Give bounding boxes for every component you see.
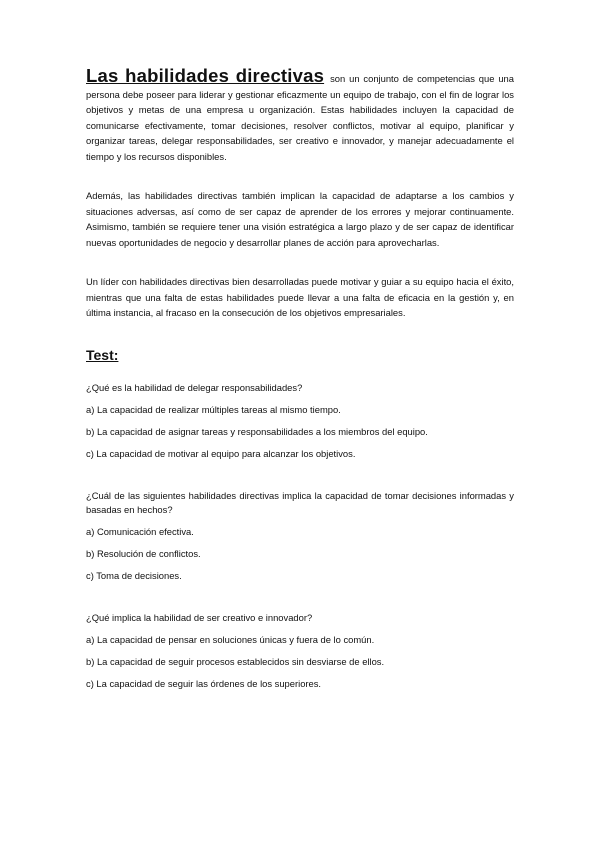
paragraph-3: Un líder con habilidades directivas bien desarrolladas puede motivar y guiar a su equipo hacia el éxito, mientras que una falta de estas habilidades puede llevar a una falta de eficacia en la gestión y, en última instancia, al fracaso en la consecución de los objetivos empresariales.	[86, 276, 514, 318]
question-text: ¿Qué implica la habilidad de ser creativo e innovador?	[86, 611, 313, 623]
intro-text: son un conjunto de competencias que una persona debe poseer para liderar y gestionar eficazmente un equipo de trabajo, con el fin de lograr los objetivos y metas de una empresa u organización. Estas habilidades incluyen la capacidad de comunicarse efectivamente, tomar decisiones, resolver conflictos, motivar al equipo, planificar y organizar tareas, delegar responsabilidades, ser creativo e innovador, y manejar adecuadamente el tiempo y los recursos disponibles.	[86, 73, 514, 162]
answer-option: a) Comunicación efectiva.	[86, 525, 194, 537]
question-text: ¿Qué es la habilidad de delegar responsabilidades?	[86, 381, 303, 393]
question-2	[86, 489, 514, 583]
answer-option: c) La capacidad de motivar al equipo para alcanzar los objetivos.	[86, 447, 356, 459]
question-1	[86, 381, 514, 461]
document-title: Las habilidades directivas	[86, 65, 325, 86]
answer-option: a) La capacidad de realizar múltiples tareas al mismo tiempo.	[86, 403, 341, 415]
answer-option: c) La capacidad de seguir las órdenes de los superiores.	[86, 677, 322, 689]
intro-paragraph	[86, 65, 514, 164]
question-3	[86, 611, 514, 691]
answer-option: b) La capacidad de asignar tareas y responsabilidades a los miembros del equipo.	[86, 425, 428, 437]
question-text: ¿Cuál de las siguientes habilidades directivas implica la capacidad de tomar decisiones informadas y basadas en hechos?	[86, 489, 514, 515]
answer-option: a) La capacidad de pensar en soluciones únicas y fuera de lo común.	[86, 633, 375, 645]
answer-option: b) Resolución de conflictos.	[86, 547, 201, 559]
answer-option: c) Toma de decisiones.	[86, 569, 182, 581]
paragraph-2: Además, las habilidades directivas también implican la capacidad de adaptarse a los cambios y situaciones adversas, así como de ser capaz de aprender de los errores y mejorar continuamente. Asimismo, también se requiere tener una visión estratégica a largo plazo y de ser capaz de identificar nuevas oportunidades de negocio y desarrollar planes de acción para aprovecharlas.	[86, 190, 514, 248]
test-heading: Test:	[86, 346, 119, 363]
answer-option: b) La capacidad de seguir procesos establecidos sin desviarse de ellos.	[86, 655, 385, 667]
